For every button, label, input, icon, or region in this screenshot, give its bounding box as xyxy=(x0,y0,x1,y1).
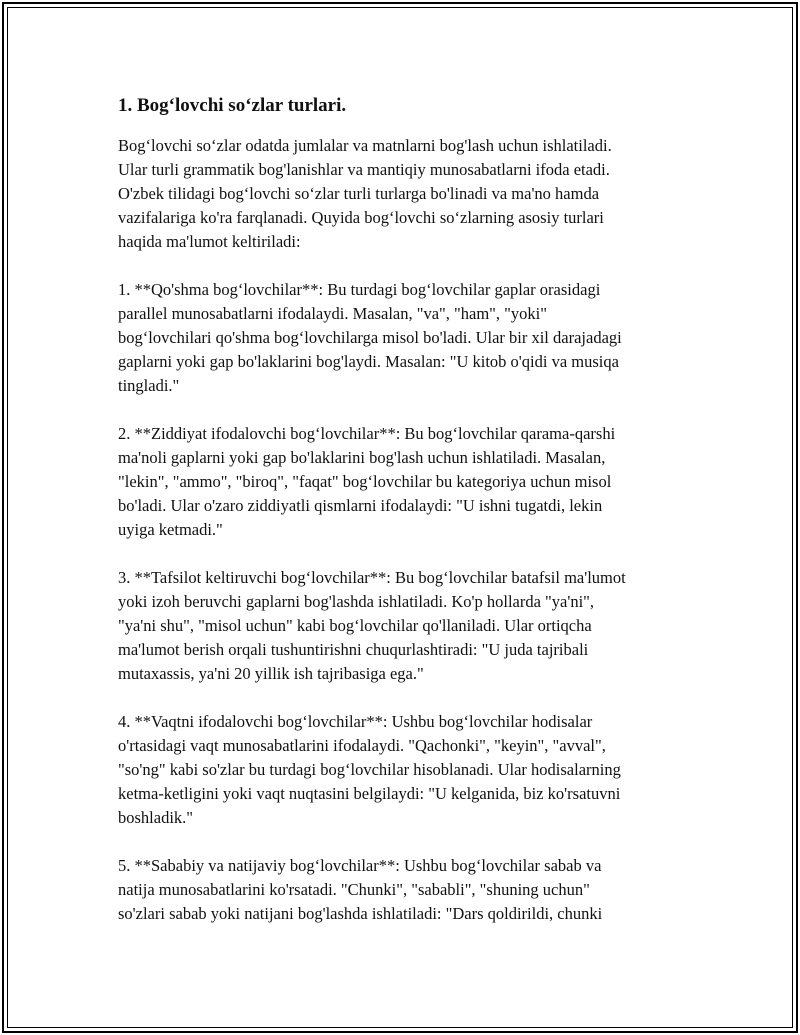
text-line: bog‘lovchilari qo'shma bog‘lovchilarga misol bo'ladi. Ular bir xil darajadagi xyxy=(118,328,622,347)
text-line: 4. **Vaqtni ifodalovchi bog‘lovchilar**: Ushbu bog‘lovchilar hodisalar xyxy=(118,712,593,731)
paragraph xyxy=(118,278,698,398)
paragraph xyxy=(118,710,698,830)
text-line: boshladik." xyxy=(118,808,194,827)
paragraph xyxy=(118,422,698,542)
document-title: 1. Bog‘lovchi so‘zlar turlari. xyxy=(118,95,347,116)
text-line: 3. **Tafsilot keltiruvchi bog‘lovchilar**: Bu bog‘lovchilar batafsil ma'lumot xyxy=(118,568,626,587)
text-line: gaplarni yoki gap bo'laklarini bog'laydi. Masalan: "U kitob o'qidi va musiqa xyxy=(118,352,619,371)
text-line: so'zlari sabab yoki natijani bog'lashda ishlatiladi: "Dars qoldirildi, chunki xyxy=(118,904,603,923)
paragraph xyxy=(118,134,698,254)
text-line: ketma-ketligini yoki vaqt nuqtasini belgilaydi: "U kelganida, biz ko'rsatuvni xyxy=(118,784,621,803)
text-line: 5. **Sababiy va natijaviy bog‘lovchilar**: Ushbu bog‘lovchilar sabab va xyxy=(118,856,602,875)
text-line: yoki izoh beruvchi gaplarni bog'lashda ishlatiladi. Ko'p hollarda "ya'ni", xyxy=(118,592,595,611)
text-line: vazifalariga ko'ra farqlanadi. Quyida bog‘lovchi so‘zlarning asosiy turlari xyxy=(118,208,604,227)
text-line: uyiga ketmadi." xyxy=(118,520,223,539)
paragraph xyxy=(118,566,698,686)
text-line: Bog‘lovchi so‘zlar odatda jumlalar va matnlarni bog'lash uchun ishlatiladi. xyxy=(118,136,612,155)
paragraph xyxy=(118,854,698,926)
text-line: O'zbek tilidagi bog‘lovchi so‘zlar turli turlarga bo'linadi va ma'no hamda xyxy=(118,184,600,203)
text-line: mutaxassis, ya'ni 20 yillik ish tajribasiga ega." xyxy=(118,664,424,683)
text-line: tingladi." xyxy=(118,376,180,395)
text-line: 1. **Qo'shma bog‘lovchilar**: Bu turdagi bog‘lovchilar gaplar orasidagi xyxy=(118,280,601,299)
text-line: haqida ma'lumot keltiriladi: xyxy=(118,232,301,251)
text-line: 2. **Ziddiyat ifodalovchi bog‘lovchilar**: Bu bog‘lovchilar qarama-qarshi xyxy=(118,424,616,443)
text-line: "so'ng" kabi so'zlar bu turdagi bog‘lovchilar hisoblanadi. Ular hodisalarning xyxy=(118,760,621,779)
document-body xyxy=(118,92,698,950)
paragraph-list xyxy=(118,134,698,926)
text-line: o'rtasidagi vaqt munosabatlarini ifodalaydi. "Qachonki", "keyin", "avval", xyxy=(118,736,606,755)
text-line: parallel munosabatlarni ifodalaydi. Masalan, "va", "ham", "yoki" xyxy=(118,304,547,323)
text-line: "ya'ni shu", "misol uchun" kabi bog‘lovchilar qo'llaniladi. Ular ortiqcha xyxy=(118,616,592,635)
text-line: ma'noli gaplarni yoki gap bo'laklarini bog'lash uchun ishlatiladi. Masalan, xyxy=(118,448,606,467)
text-line: bo'ladi. Ular o'zaro ziddiyatli qismlarni ifodalaydi: "U ishni tugatdi, lekin xyxy=(118,496,603,515)
text-line: natija munosabatlarini ko'rsatadi. "Chunki", "sababli", "shuning uchun" xyxy=(118,880,590,899)
text-line: "lekin", "ammo", "biroq", "faqat" bog‘lovchilar bu kategoriya uchun misol xyxy=(118,472,612,491)
text-line: Ular turli grammatik bog'lanishlar va mantiqiy munosabatlarni ifoda etadi. xyxy=(118,160,610,179)
text-line: ma'lumot berish orqali tushuntirishni chuqurlashtiradi: "U juda tajribali xyxy=(118,640,589,659)
